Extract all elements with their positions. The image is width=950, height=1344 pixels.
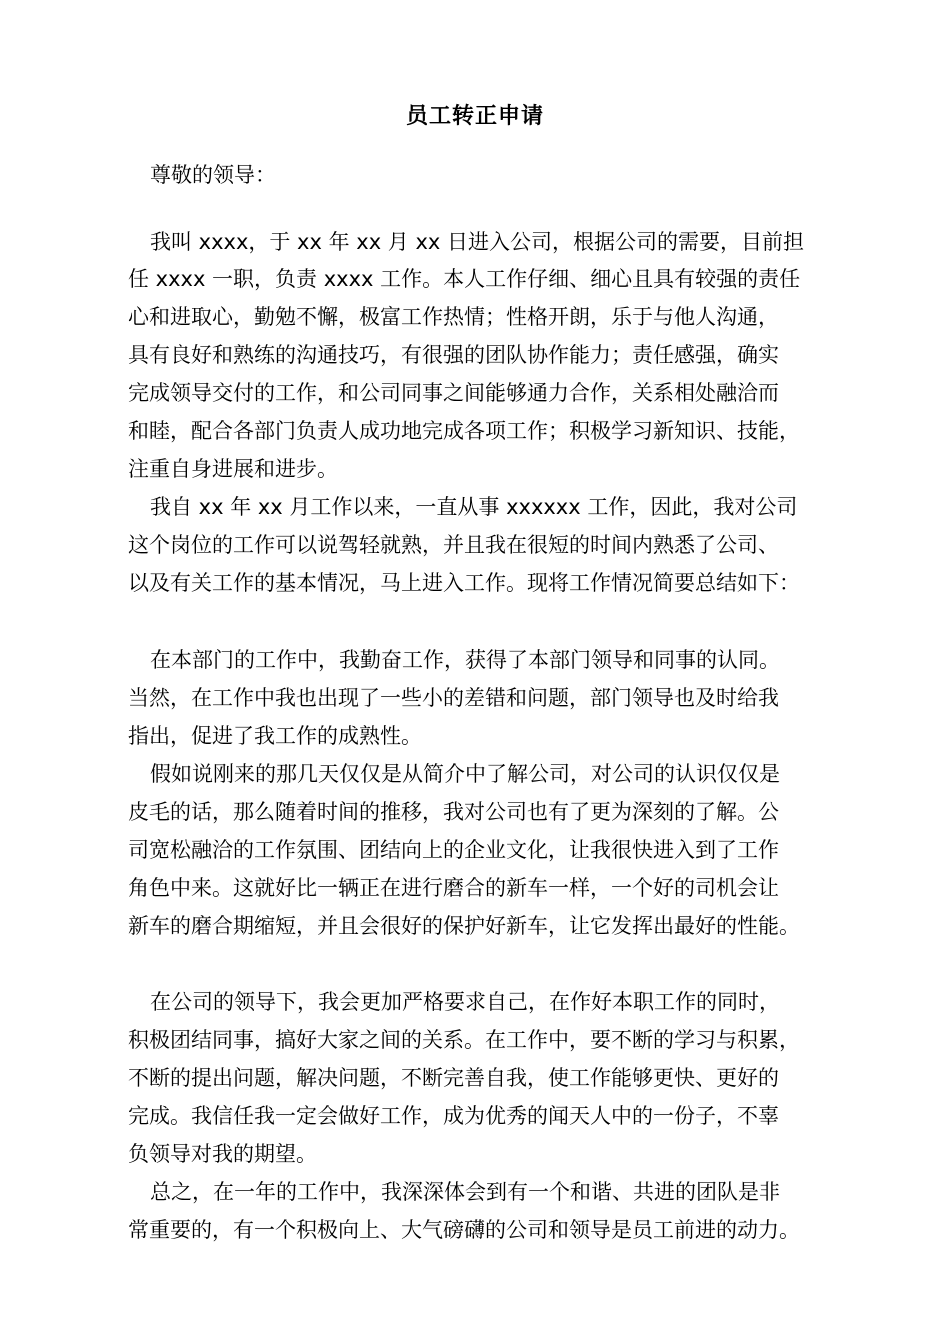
paragraph-line: 积极团结同事，搞好大家之间的关系。在工作中，要不断的学习与积累， <box>128 1028 800 1052</box>
paragraph-line: 在公司的领导下，我会更加严格要求自己，在作好本职工作的同时， <box>150 990 780 1014</box>
paragraph-line: 具有良好和熟练的沟通技巧，有很强的团队协作能力；责任感强，确实 <box>128 343 779 367</box>
paragraph-line: 皮毛的话，那么随着时间的推移，我对公司也有了更为深刻的了解。公 <box>128 800 779 824</box>
paragraph-line: 注重自身进展和进步。 <box>128 457 338 481</box>
paragraph-line: 司宽松融洽的工作氛围、团结向上的企业文化，让我很快进入到了工作 <box>128 838 779 862</box>
paragraph-line: 不断的提出问题，解决问题，不断完善自我，使工作能够更快、更好的 <box>128 1066 779 1090</box>
paragraph-line: 和睦，配合各部门负责人成功地完成各项工作；积极学习新知识、技能， <box>128 419 800 443</box>
paragraph-line: 我叫 xxxx，于 xx 年 xx 月 xx 日进入公司，根据公司的需要，目前担 <box>150 230 805 254</box>
paragraph-line: 以及有关工作的基本情况，马上进入工作。现将工作情况简要总结如下： <box>128 571 800 595</box>
paragraph-line: 常重要的，有一个积极向上、大气磅礴的公司和领导是员工前进的动力。 <box>128 1218 800 1242</box>
paragraph-line: 总之，在一年的工作中，我深深体会到有一个和谐、共进的团队是非 <box>150 1180 780 1204</box>
paragraph-line: 心和进取心，勤勉不懈，极富工作热情；性格开朗，乐于与他人沟通， <box>128 305 779 329</box>
paragraph-line: 当然，在工作中我也出现了一些小的差错和问题，部门领导也及时给我 <box>128 686 779 710</box>
paragraph-line: 任 xxxx 一职，负责 xxxx 工作。本人工作仔细、细心且具有较强的责任 <box>128 267 801 291</box>
paragraph-line: 假如说刚来的那几天仅仅是从简介中了解公司，对公司的认识仅仅是 <box>150 762 780 786</box>
paragraph-line: 我自 xx 年 xx 月工作以来，一直从事 xxxxxx 工作，因此，我对公司 <box>150 495 798 519</box>
salutation: 尊敬的领导： <box>150 163 276 187</box>
paragraph-line: 负领导对我的期望。 <box>128 1142 317 1166</box>
paragraph-line: 这个岗位的工作可以说驾轻就熟，并且我在很短的时间内熟悉了公司、 <box>128 533 779 557</box>
document-title: 员工转正申请 <box>405 104 544 129</box>
paragraph-line: 完成。我信任我一定会做好工作，成为优秀的闻天人中的一份子，不辜 <box>128 1104 779 1128</box>
paragraph-line: 角色中来。这就好比一辆正在进行磨合的新车一样，一个好的司机会让 <box>128 876 779 900</box>
paragraph-line: 指出，促进了我工作的成熟性。 <box>128 724 422 748</box>
paragraph-line: 新车的磨合期缩短，并且会很好的保护好新车，让它发挥出最好的性能。 <box>128 914 800 938</box>
paragraph-line: 完成领导交付的工作，和公司同事之间能够通力合作，关系相处融洽而 <box>128 381 779 405</box>
paragraph-line: 在本部门的工作中，我勤奋工作，获得了本部门领导和同事的认同。 <box>150 648 780 672</box>
